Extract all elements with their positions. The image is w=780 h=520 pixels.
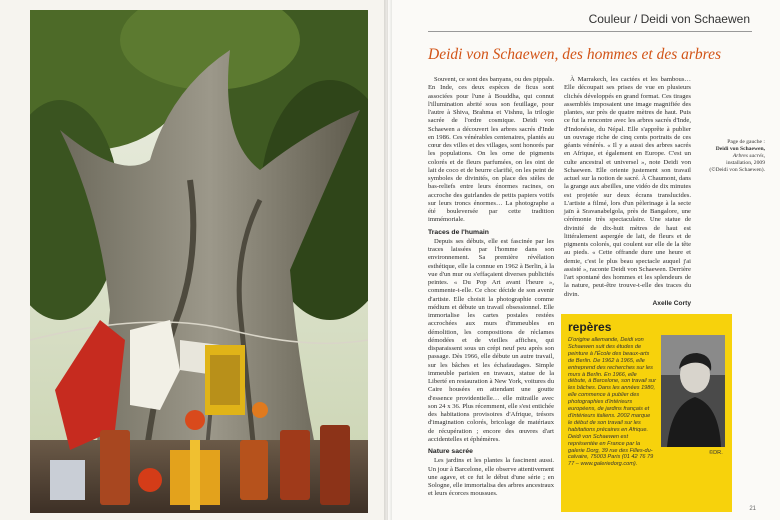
text-column-2 <box>564 76 691 308</box>
reperes-title: repères <box>568 320 612 334</box>
photo-caption <box>697 139 765 174</box>
sacred-tree-photo <box>30 10 368 513</box>
subheading: Traces de l'humain <box>428 228 489 236</box>
page-gutter <box>384 0 392 520</box>
caption-line: (©Deidi von Schaewen). <box>709 167 765 173</box>
subheading: Nature sacrée <box>428 448 473 455</box>
reperes-box <box>561 314 732 512</box>
caption-line: installation, 2009 <box>726 160 765 166</box>
caption-line: Deidi von Schaewen, <box>715 146 765 152</box>
header-rule <box>428 31 752 32</box>
text-column-1 <box>428 76 554 499</box>
paragraph: Souvent, ce sont des banyans, ou des pippals. En Inde, ces deux espèces de ficus sont associées pour l'une à Bouddha, qui connut l'illumination abrité sous son feuillage, pour l'autre à Shiva, Brahma et Vishnu, la trilogie sacrée de l'ordre cosmique. Deidi von Schaewen a découvert les arbres sacrés d'Inde en 1986. Ces vénérables centenaires, plantés au cœur des villes et des villages, sont honorés par les populations. On les orne de pigments colorés et de fleurs parfumées, on les oint de lait de coco et de beurre clarifié, on les peint de symboles de divinités, on place des stèles de bas-reliefs entre leurs énormes racines, on accroche des guirlandes de petits papiers votifs sur leurs troncs énormes… La photographe a été bouleversée par cette tradition immémoriale. <box>428 76 554 224</box>
left-page <box>0 0 387 520</box>
caption-line: Arbres sacrés, <box>732 153 765 159</box>
paragraph: Les jardins et les plantes la fascinent aussi. Un jour à Barcelone, elle observe attentivement une agave, et ce fut le début d'une série ; en Sologne, elle immortalisa des arbres ancestraux et leurs écorces moussues. <box>428 457 554 498</box>
article-title: Deidi von Schaewen, des hommes et des arbres <box>428 46 722 63</box>
section-header: Couleur / Deidi von Schaewen <box>588 12 750 26</box>
caption-line: Page de gauche : <box>727 139 765 145</box>
page-number: 21 <box>749 506 756 512</box>
paragraph: Depuis ses débuts, elle est fascinée par les traces laissées par l'homme dans son environnement. Sa première révélation esthétique, elle la connue en 1962 à Berlin, à la vue d'un mur ou s'effaçaient diverses publicités peintes. « Du Pop Art avant l'heure », commente-t-elle. Ce choc décide de son avenir d'artiste. Elle choisit la photographie comme médium et débute un travail obsessionnel. Elle immortalise les cartes postales restées accrochées aux murs d'immeubles en démolition, les compositions de réclames démodées et de vieilles affiches, qui disparaissent sous un crépi neuf peu après son passage. Dès 1966, elle débute un autre travail, sur les bâches et les échafaudages. Simple immeuble parisien en travaux, statue de la Liberté en restauration à New York, voitures du Caire housées en attendant une goutte d'essence providentielle… elle mitraille avec son 24 x 36. Plus récemment, elle s'est entichée des habitations provisoires d'Afrique, trésors d'imagination colorés, bricolage de matériaux de récupération ; encore des œuvres d'art accidentelles et éphémères. <box>428 237 554 443</box>
photo-credit: ©DR. <box>709 450 723 456</box>
artist-portrait <box>661 335 725 447</box>
reperes-text: D'origine allemande, Deidi von Schaewen suit des études de peinture à l'École des beaux-arts de Berlin. De 1962 à 1965, elle entreprend des recherches sur les murs à Berlin. En 1966, elle débute, à Barcelone, son travail sur les bâches. Dans les années 1980, elle commence à publier des photographies d'intérieurs européens, de jardins français et d'intérieurs italiens. 2002 marque le début de son travail sur les habitations précaires en Afrique. Deidi von Schaewen est représentée en France par la galerie Dorg, 39 rue des Filles-du-calvaire, 75003 Paris (01 42 76 79 77 – www.galeriedorg.com). <box>568 337 656 468</box>
paragraph: À Marrakech, les cactées et les bambous… Elle découpait ses prises de vue en plusieurs clichés développés en grand format. Ces tirages assemblés imposaient une image magnifiée des plantes, sur près de quatre mètres de haut. Puis ce fut la rencontre avec les arbres sacrés d'Inde, d'Indonésie, du Népal. Elle s'apprête à publier un ouvrage riche de cinq cents portraits de ces géants vénérés. « Il y a aussi des arbres sacrés en Afrique, et également en Europe. C'est un culte ancestral et universel », note Deidi von Schaewen. Elle oriente justement son travail actuel sur la notion de sacré. À Chaumont, dans la grange aux abeilles, une vidéo de dix minutes est projetée sur deux écrans translucides. L'artiste a filmé, lors d'un pèlerinage à la secte jaïn à Sravanabelgola, près de Bangalore, une cérémonie très spectaculaire. Une statue de divinité de dix-huit mètres de haut est littéralement aspergée de lait, de fleurs et de pigments colorés, qui coulent sur elle de la tête au pieds. « Cette offrande dure une heure et demie, c'est le plus beau spectacle auquel j'ai assisté », raconte Deidi von Schaewen. Derrière l'art spontané des hommes et les splendeurs de la nature, peut-être trouve-t-elle des traces du divin. <box>564 76 691 298</box>
author-signature: Axelle Corty <box>652 299 691 307</box>
